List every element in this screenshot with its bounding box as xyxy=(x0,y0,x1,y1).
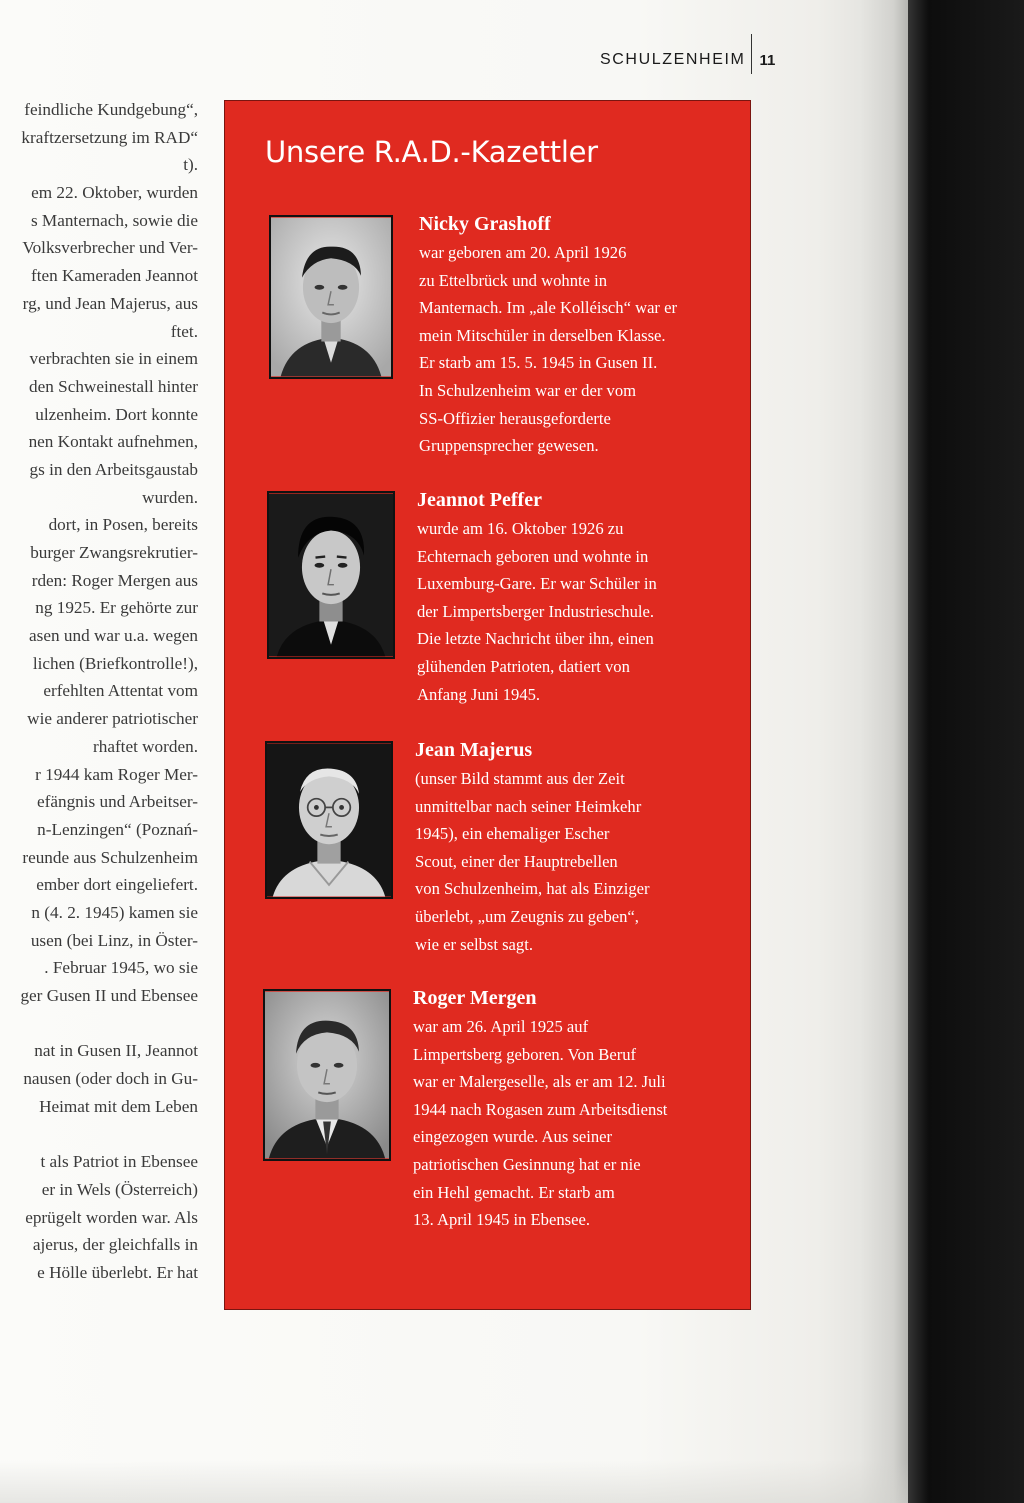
body-text-line: ng 1925. Er gehörte zur xyxy=(35,598,198,618)
body-text-line: r 1944 kam Roger Mer- xyxy=(35,764,198,784)
portrait-photo xyxy=(265,741,393,899)
person-bio-line: überlebt, „um Zeugnis zu geben“, xyxy=(415,906,639,926)
body-text-line: wie anderer patriotischer xyxy=(27,709,198,729)
portrait-grashoff-image xyxy=(271,217,391,377)
left-text-column xyxy=(0,96,198,1287)
body-text-line: Volksverbrecher und Ver- xyxy=(22,238,198,258)
body-text-line: ulzenheim. Dort konnte xyxy=(35,404,198,424)
body-text-line: burger Zwangsrekrutier- xyxy=(30,543,198,562)
page-gutter-shadow xyxy=(860,0,908,1503)
person-bio-line: eingezogen wurde. Aus seiner xyxy=(413,1127,613,1147)
body-text-line: s Manternach, sowie die xyxy=(30,210,198,230)
body-text-line: kraftzersetzung im RAD“ xyxy=(21,127,198,147)
body-text-line: ger Gusen II und Ebensee xyxy=(20,986,198,1005)
person-bio-line: Limpertsberg geboren. Von Beruf xyxy=(413,1044,637,1064)
paragraph-gap xyxy=(0,1120,198,1148)
body-text-line: rhaftet worden. xyxy=(93,736,198,756)
portrait-peffer-image xyxy=(269,493,393,657)
body-text-line: erfehlten Attentat vom xyxy=(43,681,198,701)
person-bio-line: glühenden Patrioten, datiert von xyxy=(417,656,630,676)
body-text-line: ften Kameraden Jeannot xyxy=(30,266,198,286)
person-bio-line: patriotischen Gesinnung hat er nie xyxy=(413,1154,641,1174)
person-bio-line: Luxemburg-Gare. Er war Schüler in xyxy=(417,574,657,594)
body-text-line: rden: Roger Mergen aus xyxy=(31,570,198,590)
person-bio-line: Echternach geboren und wohnte in xyxy=(417,546,649,566)
person-name: Nicky Grashoff xyxy=(419,213,551,235)
person-bio-line: wurde am 16. Oktober 1926 zu xyxy=(417,519,624,538)
person-text xyxy=(419,209,677,460)
person-bio-line: von Schulzenheim, hat als Einziger xyxy=(415,879,650,899)
person-bio-line: Scout, einer der Hauptrebellen xyxy=(415,851,618,871)
portrait-photo xyxy=(267,491,395,659)
body-text-line: reunde aus Schulzenheim xyxy=(22,847,198,867)
person-bio-line: zu Ettelbrück und wohnte in xyxy=(419,270,608,290)
body-text-line: gs in den Arbeitsgaustab xyxy=(29,459,198,479)
person-bio-line: mein Mitschüler in derselben Klasse. xyxy=(419,325,666,345)
body-text-line: den Schweinestall hinter xyxy=(29,376,198,396)
portrait-mergen-image xyxy=(265,991,389,1159)
body-text-line: eprügelt worden war. Als xyxy=(25,1207,198,1227)
body-text-line: Heimat mit dem Leben xyxy=(39,1096,198,1116)
person-bio-line: 13. April 1945 in Ebensee. xyxy=(413,1210,590,1230)
body-text-line: efängnis und Arbeitser- xyxy=(37,792,198,812)
body-text-line: ajerus, der gleichfalls in xyxy=(32,1235,198,1255)
body-text-line: nausen (oder doch in Gu- xyxy=(23,1069,198,1089)
person-text xyxy=(415,735,650,958)
person-bio-line: Er starb am 15. 5. 1945 in Gusen II. xyxy=(419,353,658,373)
body-text-line: rg, und Jean Majerus, aus xyxy=(22,293,198,313)
body-text-line: verbrachten sie in einem xyxy=(29,349,198,369)
page-bottom-edge xyxy=(0,1460,908,1503)
body-text-line: ember dort eingeliefert. xyxy=(36,875,198,895)
person-bio-line: Die letzte Nachricht über ihn, einen xyxy=(417,629,654,649)
scan-binding-edge xyxy=(905,0,1024,1503)
body-text-line: dort, in Posen, bereits xyxy=(48,515,198,535)
paragraph-gap xyxy=(0,1010,198,1038)
body-text-line: n-Lenzingen“ (Poznań- xyxy=(37,819,198,839)
person-bio-line: der Limpertsberger Industrieschule. xyxy=(417,601,654,621)
person-bio-line: Anfang Juni 1945. xyxy=(417,684,541,704)
body-text-line: nen Kontakt aufnehmen, xyxy=(28,432,198,452)
person-text xyxy=(417,485,657,708)
person-bio-line: ein Hehl gemacht. Er starb am xyxy=(413,1182,615,1202)
body-text-line: e Hölle überlebt. Er hat xyxy=(37,1262,198,1282)
sidebar-box xyxy=(224,100,751,1310)
page-number: 11 xyxy=(759,51,776,69)
person-bio-line: war am 26. April 1925 auf xyxy=(413,1017,589,1036)
person-name: Jean Majerus xyxy=(415,739,533,761)
person-bio-line: wie er selbst sagt. xyxy=(415,934,533,954)
portrait-photo xyxy=(269,215,393,379)
portrait-majerus-image xyxy=(267,743,391,897)
box-title: Unsere R.A.D.-Kazettler xyxy=(265,135,598,169)
body-text-line: em 22. Oktober, wurden xyxy=(31,183,198,203)
section-title: SCHULZENHEIM xyxy=(600,51,746,68)
person-bio-line: 1945), ein ehemaliger Escher xyxy=(415,824,610,844)
body-text-line: er in Wels (Österreich) xyxy=(41,1179,198,1199)
body-text-line: . Februar 1945, wo sie xyxy=(44,958,198,978)
person-bio-line: war geboren am 20. April 1926 xyxy=(419,243,627,262)
body-text-line: ftet. xyxy=(170,321,198,341)
body-text-line: nat in Gusen II, Jeannot xyxy=(34,1041,198,1061)
header-divider xyxy=(751,34,752,74)
person-bio-line: 1944 nach Rogasen zum Arbeitsdienst xyxy=(413,1099,668,1119)
person-text xyxy=(413,983,667,1234)
person-bio-line: Gruppensprecher gewesen. xyxy=(419,436,599,456)
person-bio-line: (unser Bild stammt aus der Zeit xyxy=(415,769,625,788)
running-header xyxy=(600,40,775,80)
person-bio-line: In Schulzenheim war er der vom xyxy=(419,380,637,400)
person-name: Jeannot Peffer xyxy=(417,489,542,511)
person-bio-line: SS-Offizier herausgeforderte xyxy=(419,408,611,428)
body-text-line: wurden. xyxy=(142,487,198,507)
person-bio-line: Manternach. Im „ale Kolléisch“ war er xyxy=(419,298,677,318)
body-text-line: n (4. 2. 1945) kamen sie xyxy=(31,902,198,922)
body-text-line: feindliche Kundgebung“, xyxy=(24,100,198,119)
person-bio-line: unmittelbar nach seiner Heimkehr xyxy=(415,796,642,816)
body-text-line: t). xyxy=(183,155,198,175)
portrait-photo xyxy=(263,989,391,1161)
person-bio-line: war er Malergeselle, als er am 12. Juli xyxy=(413,1072,666,1092)
body-text-line: lichen (Briefkontrolle!), xyxy=(32,653,198,673)
body-text-line: t als Patriot in Ebensee xyxy=(40,1152,198,1172)
person-name: Roger Mergen xyxy=(413,987,537,1009)
body-text-line: usen (bei Linz, in Öster- xyxy=(30,930,198,950)
body-text-line: asen und war u.a. wegen xyxy=(29,626,198,646)
